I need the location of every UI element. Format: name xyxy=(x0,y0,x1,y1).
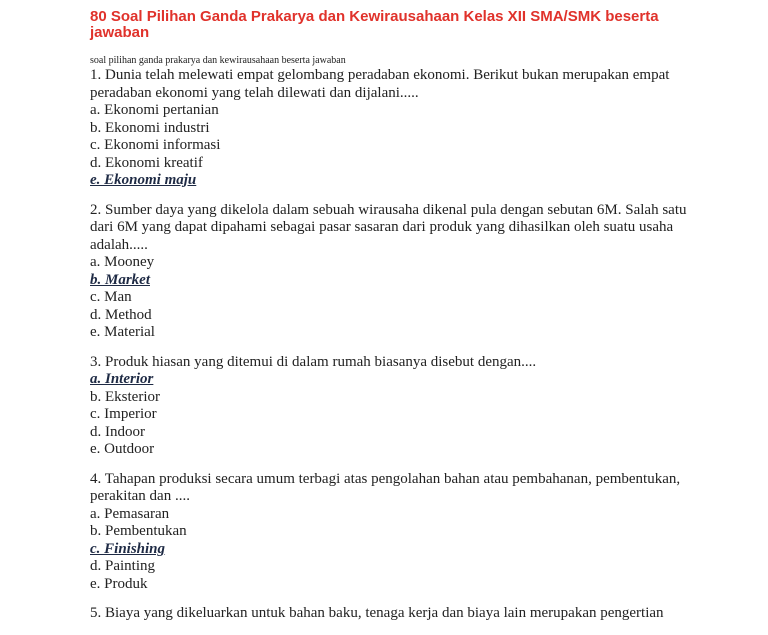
answer-option: d. Painting xyxy=(90,558,156,574)
answer-option: e. Produk xyxy=(90,575,148,592)
question-block xyxy=(90,605,690,623)
answer-option-correct: b. Market xyxy=(90,271,150,288)
answer-option: a. Ekonomi pertanian xyxy=(90,102,219,118)
answer-option-correct: a. Interior xyxy=(90,371,154,387)
question-text: 4. Tahapan produksi secara umum terbagi atas pengolahan bahan atau pembahanan, pembentukan, perakitan dan .... xyxy=(90,470,681,504)
answer-option: a. Mooney xyxy=(90,254,155,270)
question-block xyxy=(90,202,690,342)
answer-option-correct: e. Ekonomi maju xyxy=(90,172,197,188)
answer-option: b. Ekonomi industri xyxy=(90,119,210,136)
question-text: 2. Sumber daya yang dikelola dalam sebuah wirausaha dikenal pula dengan sebutan 6M. Salah satu dari 6M yang dapat dipahami sebagai pasar sasaran dari produk yang dihasilkan oleh suatu usaha adalah..... xyxy=(90,201,687,253)
answer-option: e. Outdoor xyxy=(90,441,155,457)
answer-option: d. Indoor xyxy=(90,423,145,440)
question-text: 5. Biaya yang dikeluarkan untuk bahan baku, tenaga kerja dan biaya lain merupakan pengertian xyxy=(90,605,664,621)
answer-option: a. Pemasaran xyxy=(90,505,170,522)
question-text: 1. Dunia telah melewati empat gelombang peradaban ekonomi. Berikut bukan merupakan empat peradaban ekonomi yang telah dilewati dan dijalani..... xyxy=(90,67,670,101)
answer-option: e. Material xyxy=(90,324,155,340)
answer-option: c. Ekonomi informasi xyxy=(90,137,221,153)
document-page xyxy=(90,9,690,635)
answer-option: d. Method xyxy=(90,306,152,323)
question-list xyxy=(90,67,690,623)
answer-option: c. Man xyxy=(90,289,132,305)
question-block xyxy=(90,471,690,594)
question-block xyxy=(90,354,690,459)
answer-option: b. Pembentukan xyxy=(90,523,187,539)
question-text: 3. Produk hiasan yang ditemui di dalam rumah biasanya disebut dengan.... xyxy=(90,353,537,370)
answer-option: b. Eksterior xyxy=(90,388,160,405)
page-title: 80 Soal Pilihan Ganda Prakarya dan Kewirausahaan Kelas XII SMA/SMK beserta jawaban xyxy=(90,8,659,41)
answer-option-correct: c. Finishing xyxy=(90,540,166,557)
answer-option: c. Imperior xyxy=(90,406,157,422)
question-block xyxy=(90,67,690,190)
subtitle: soal pilihan ganda prakarya dan kewirausahaan beserta jawaban xyxy=(90,55,346,66)
answer-option: d. Ekonomi kreatif xyxy=(90,154,203,171)
